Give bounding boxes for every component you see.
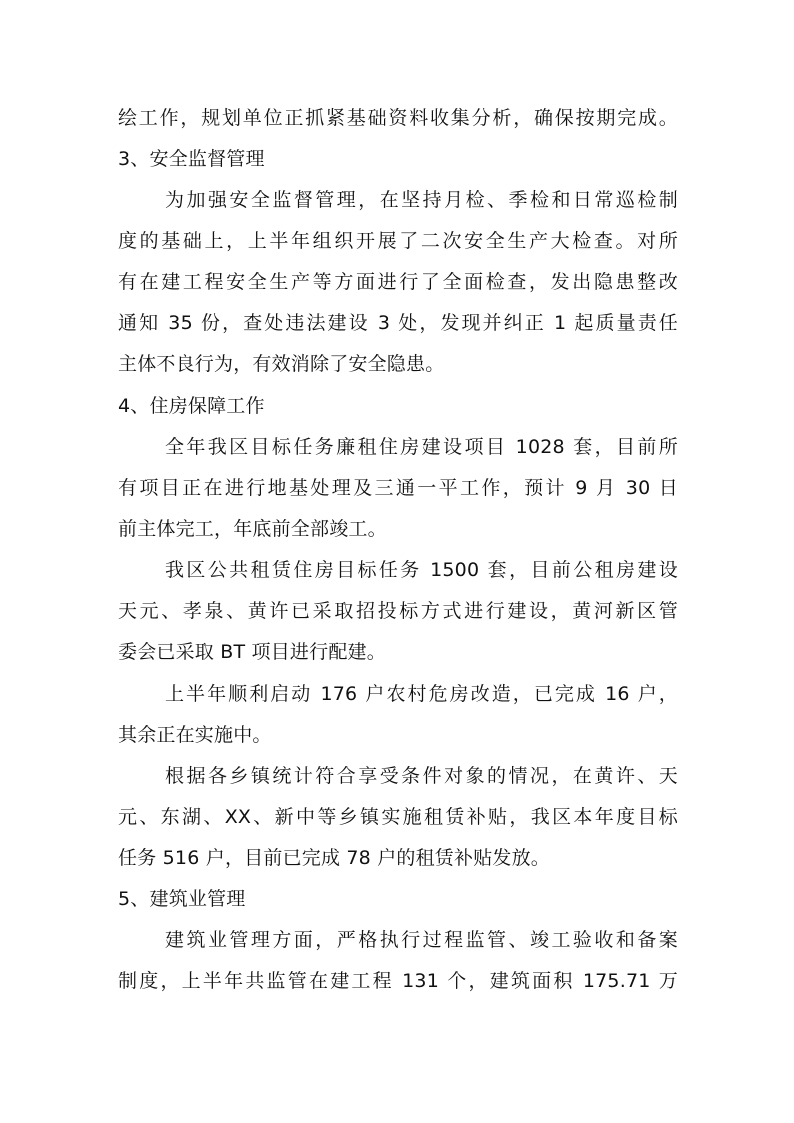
paragraph-line: 有项目正在进行地基处理及三通一平工作，预计 9 月 30 日 bbox=[118, 477, 678, 499]
paragraph-line: 主体不良行为，有效消除了安全隐患。 bbox=[118, 353, 445, 375]
paragraph-line: 前主体完工，年底前全部竣工。 bbox=[118, 518, 387, 540]
paragraph-line: 绘工作，规划单位正抓紧基础资料收集分析，确保按期完成。 bbox=[118, 107, 678, 129]
paragraph-line: 通知 35 份，查处违法建设 3 处，发现并纠正 1 起质量责任 bbox=[118, 312, 678, 334]
paragraph-line: 我区公共租赁住房目标任务 1500 套，目前公租房建设 bbox=[165, 559, 678, 581]
section-heading-safety-supervision: 3、安全监督管理 bbox=[118, 148, 265, 170]
paragraph-line: 建筑业管理方面，严格执行过程监管、竣工验收和备案 bbox=[165, 929, 678, 951]
paragraph-line: 任务 516 户，目前已完成 78 户的租赁补贴发放。 bbox=[118, 847, 551, 869]
paragraph-line: 为加强安全监督管理，在坚持月检、季检和日常巡检制 bbox=[165, 189, 678, 211]
paragraph-line: 度的基础上，上半年组织开展了二次安全生产大检查。对所 bbox=[118, 230, 678, 252]
paragraph-line: 委会已采取 BT 项目进行配建。 bbox=[118, 641, 386, 663]
section-heading-housing-security: 4、住房保障工作 bbox=[118, 395, 265, 417]
paragraph-line: 其余正在实施中。 bbox=[118, 724, 272, 746]
paragraph-line: 制度，上半年共监管在建工程 131 个，建筑面积 175.71 万 bbox=[118, 970, 678, 992]
paragraph-line: 元、东湖、XX、新中等乡镇实施租赁补贴，我区本年度目标 bbox=[118, 806, 678, 828]
paragraph-line: 有在建工程安全生产等方面进行了全面检查，发出隐患整改 bbox=[118, 271, 678, 293]
paragraph-line: 根据各乡镇统计符合享受条件对象的情况，在黄许、天 bbox=[165, 765, 678, 787]
paragraph-line: 全年我区目标任务廉租住房建设项目 1028 套，目前所 bbox=[165, 436, 678, 458]
paragraph-line: 上半年顺利启动 176 户农村危房改造，已完成 16 户， bbox=[165, 683, 678, 705]
section-heading-construction-management: 5、建筑业管理 bbox=[118, 888, 246, 910]
paragraph-line: 天元、孝泉、黄许已采取招投标方式进行建设，黄河新区管 bbox=[118, 600, 678, 622]
